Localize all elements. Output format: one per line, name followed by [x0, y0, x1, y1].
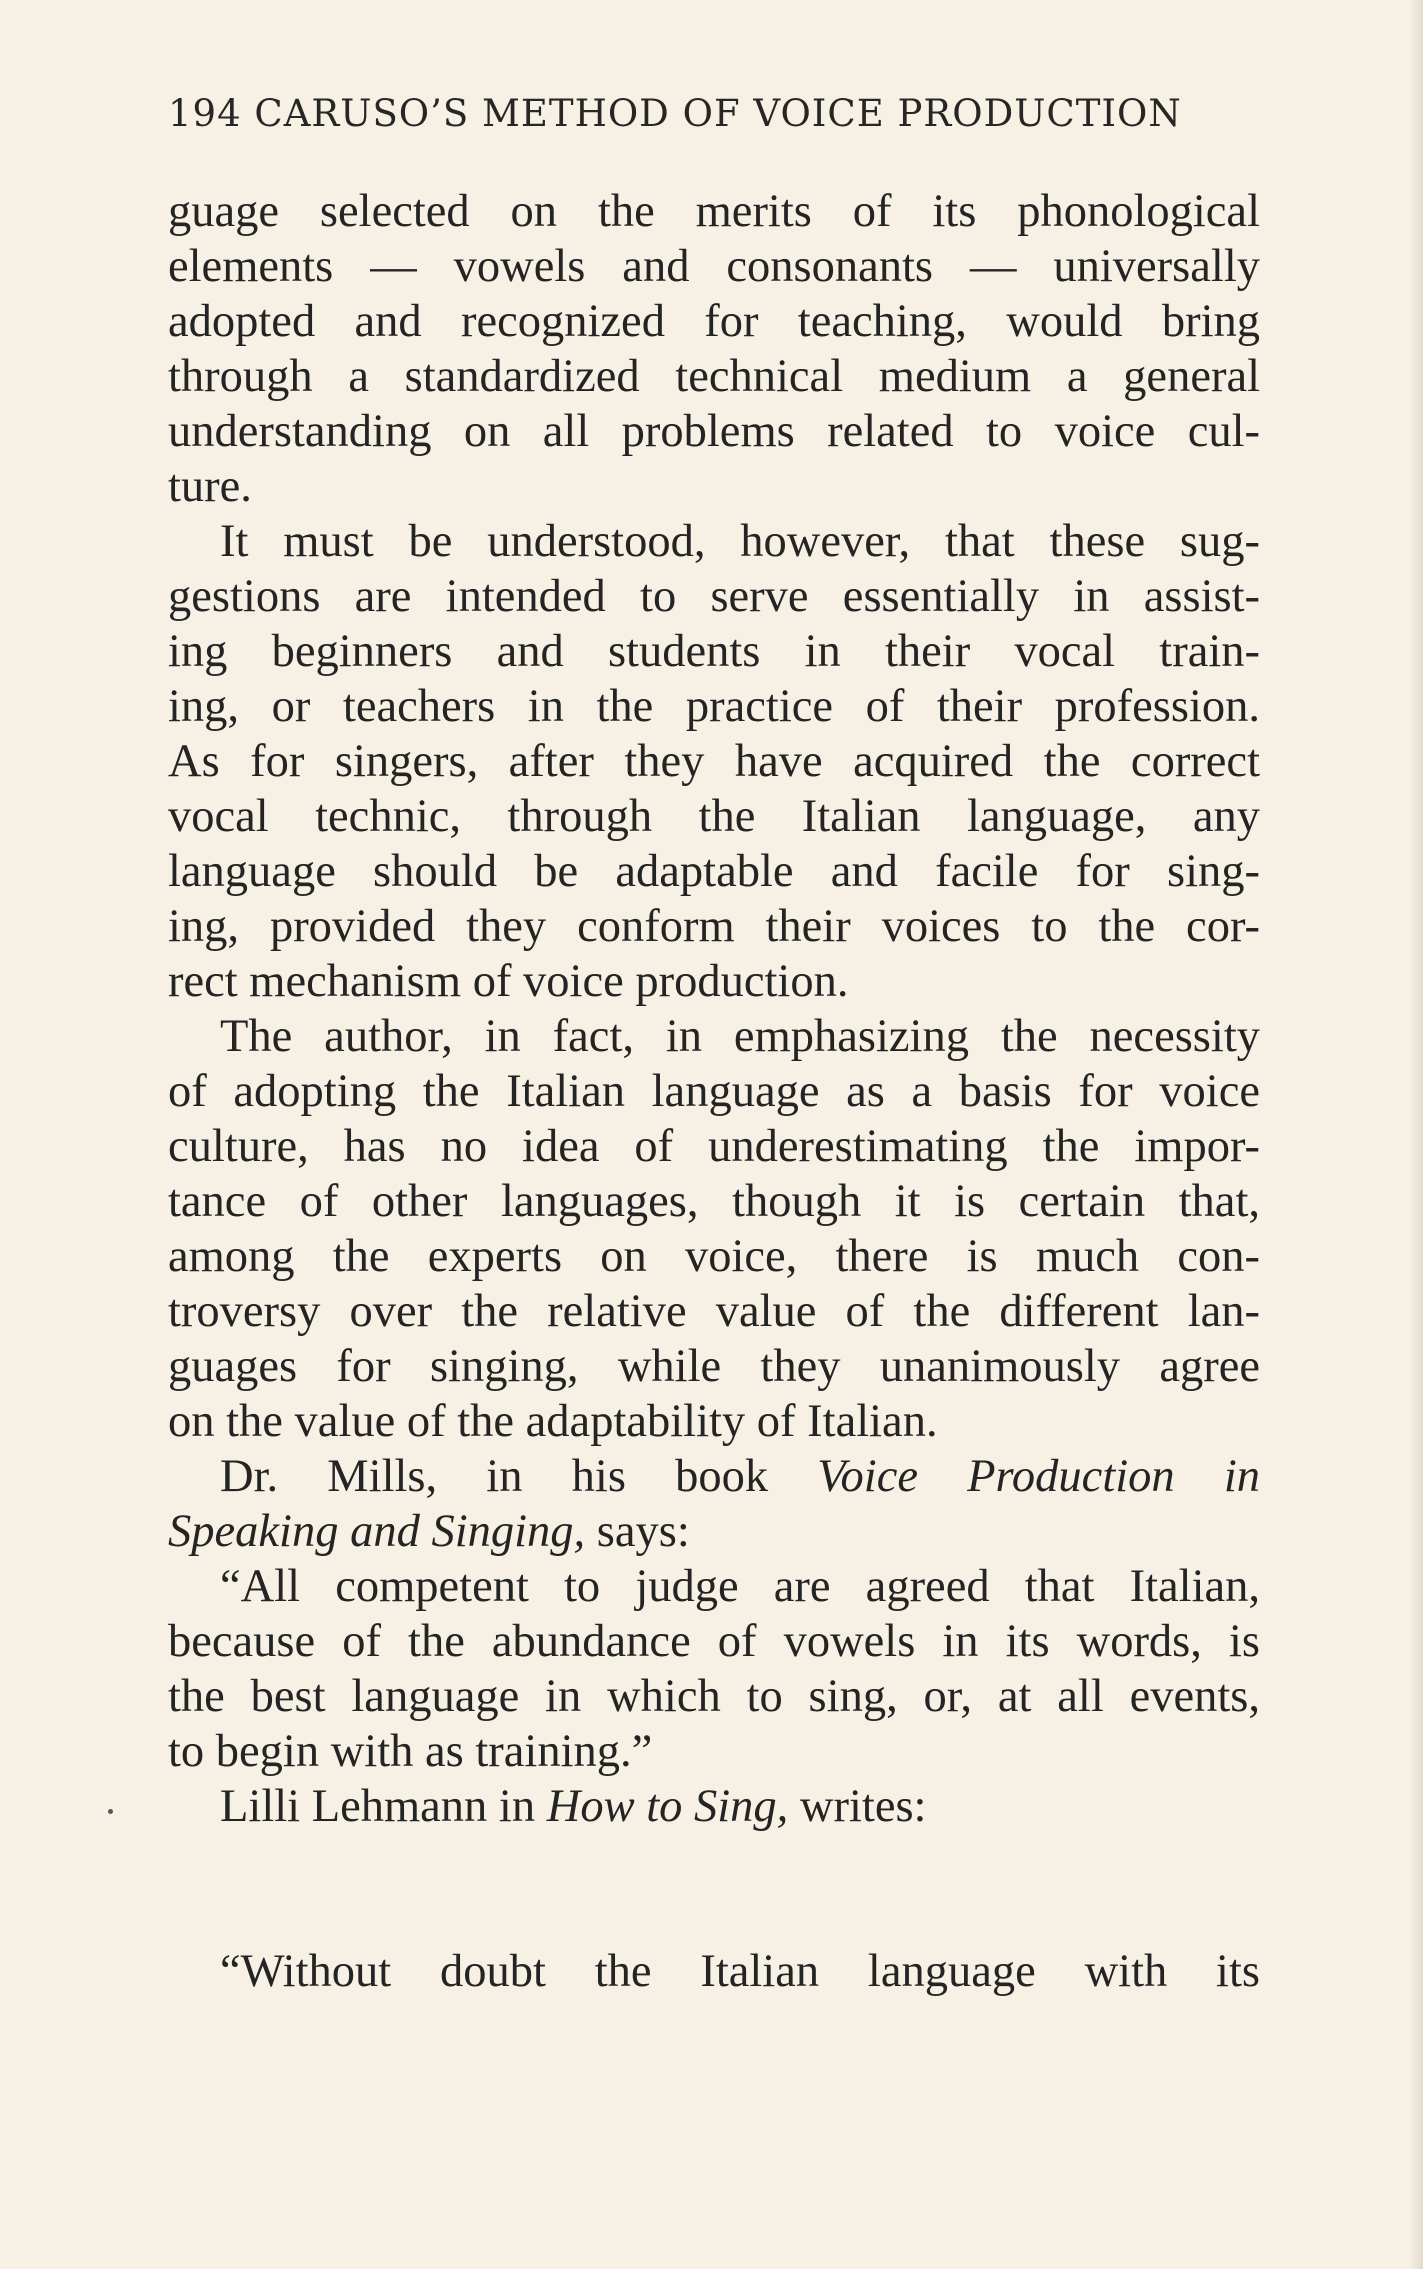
book-title-italic: Voice Production in: [817, 1451, 1261, 1502]
quote-line: “All competent to judge are agreed that Italian,: [220, 1561, 1260, 1612]
text-line: through a standardized technical medium a general: [168, 351, 1260, 402]
text-line: culture, has no idea of underestimating the impor-: [168, 1121, 1260, 1172]
text-line: rect mechanism of voice production.: [168, 956, 849, 1007]
text-line: among the experts on voice, there is much con-: [168, 1231, 1260, 1282]
text-line: elements — vowels and consonants — universally: [168, 241, 1260, 292]
text-line: The author, in fact, in emphasizing the necessity: [220, 1011, 1260, 1062]
text-line: It must be understood, however, that these sug-: [220, 516, 1260, 567]
page-edge-shadow: [1409, 0, 1423, 2269]
running-header: [168, 92, 1268, 135]
quote-line: to begin with as training.”: [168, 1726, 653, 1777]
text-line: [168, 1504, 1260, 1559]
text-line: tance of other languages, though it is certain that,: [168, 1176, 1260, 1227]
text-line: [168, 1779, 1260, 1834]
text-line: ing, or teachers in the practice of their profession.: [168, 681, 1260, 732]
text-line: [168, 1449, 1260, 1504]
text-segment: says:: [596, 1506, 690, 1557]
text-line: language should be adaptable and facile for sing-: [168, 846, 1260, 897]
body-text: [168, 184, 1260, 1999]
text-segment: Lilli Lehmann in: [220, 1781, 536, 1832]
book-title-italic: Speaking and Singing,: [168, 1506, 586, 1557]
text-line: gestions are intended to serve essentially in assist-: [168, 571, 1260, 622]
text-line: adopted and recognized for teaching, would bring: [168, 296, 1260, 347]
text-segment: writes:: [799, 1781, 927, 1832]
text-line: ing, provided they conform their voices to the cor-: [168, 901, 1260, 952]
running-title: CARUSO’S METHOD OF VOICE PRODUCTION: [254, 92, 1182, 135]
text-line: ing beginners and students in their vocal train-: [168, 626, 1260, 677]
text-segment: Dr. Mills, in his book: [220, 1451, 769, 1502]
page-number: 194: [168, 92, 242, 135]
text-line: vocal technic, through the Italian language, any: [168, 791, 1260, 842]
quote-line: because of the abundance of vowels in its words, is: [168, 1616, 1260, 1667]
blank-space: [168, 1834, 1260, 1944]
text-line: ture.: [168, 461, 252, 512]
text-line: As for singers, after they have acquired the correct: [168, 736, 1260, 787]
text-line: of adopting the Italian language as a basis for voice: [168, 1066, 1260, 1117]
book-title-italic: How to Sing,: [546, 1781, 789, 1832]
margin-mark: [108, 1809, 113, 1814]
text-line: troversy over the relative value of the different lan-: [168, 1286, 1260, 1337]
text-line: guages for singing, while they unanimously agree: [168, 1341, 1260, 1392]
text-line: understanding on all problems related to voice cul-: [168, 406, 1260, 457]
text-line: guage selected on the merits of its phonological: [168, 186, 1260, 237]
quote-line: “Without doubt the Italian language with its: [220, 1946, 1260, 1997]
quote-line: the best language in which to sing, or, at all events,: [168, 1671, 1260, 1722]
text-line: on the value of the adaptability of Italian.: [168, 1396, 938, 1447]
